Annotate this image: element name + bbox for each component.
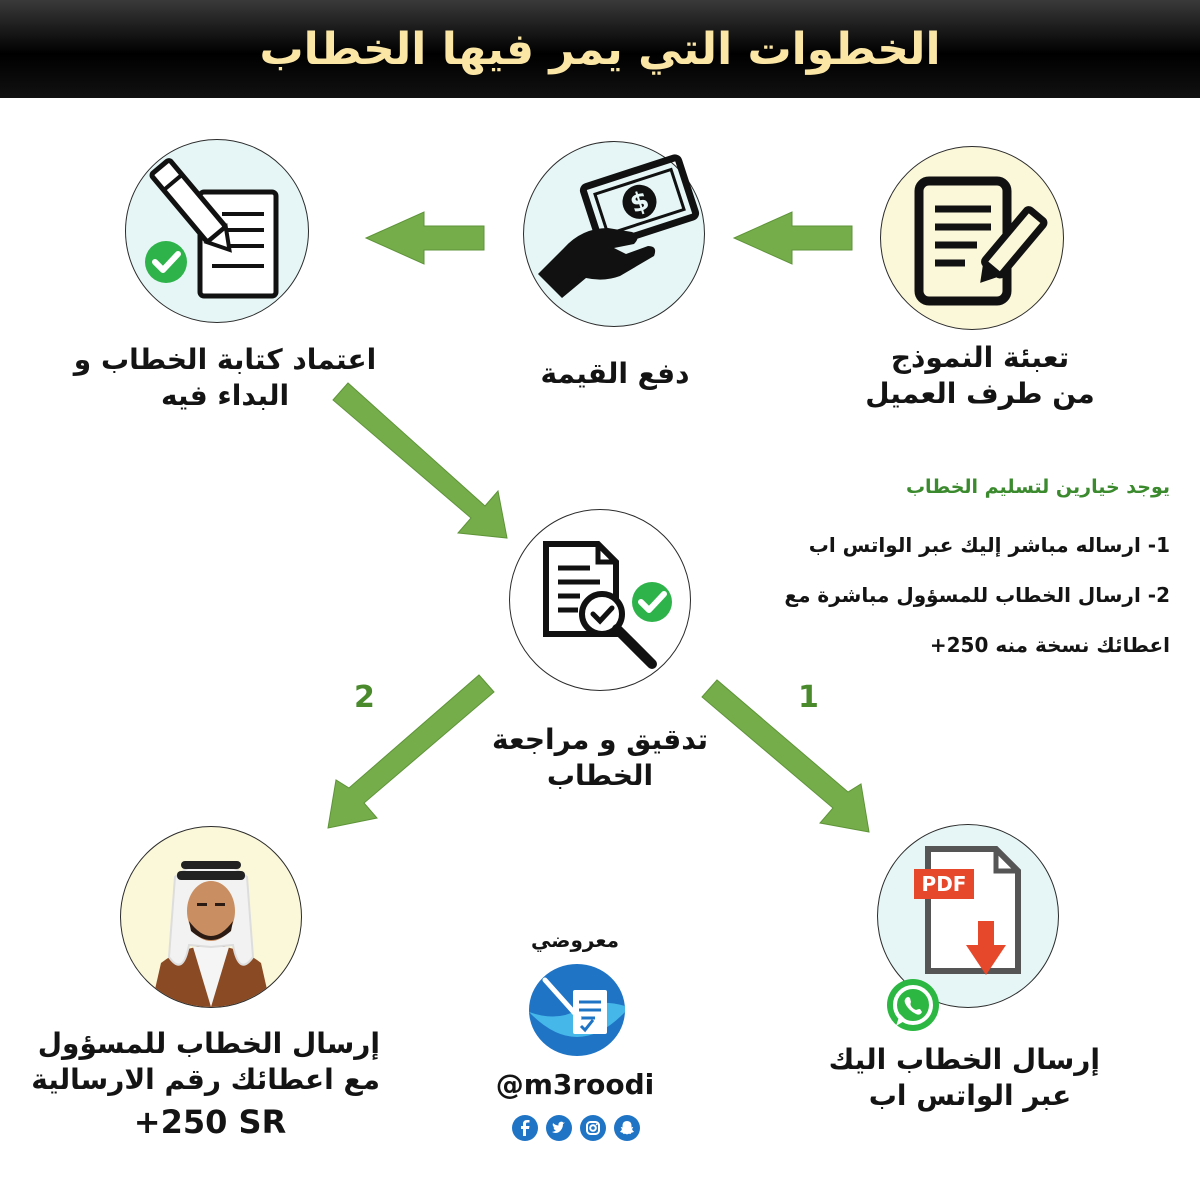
brand-name: معروضي bbox=[530, 928, 620, 952]
pay-label bbox=[520, 356, 710, 392]
approve-line1: اعتماد كتابة الخطاب و bbox=[73, 343, 377, 376]
branch-one-number: 1 bbox=[798, 680, 819, 715]
send-official-price: +250 SR bbox=[133, 1103, 287, 1141]
document-search-check-icon bbox=[510, 510, 690, 690]
send-official-line1: إرسال الخطاب للمسؤول bbox=[37, 1027, 380, 1060]
svg-text:$: $ bbox=[626, 185, 654, 220]
form-pen-icon bbox=[881, 147, 1063, 329]
snapchat-icon[interactable] bbox=[613, 1114, 641, 1142]
pay-line1: دفع القيمة bbox=[540, 357, 690, 390]
brand-logo-icon bbox=[527, 962, 627, 1058]
options-title: يوجد خيارين لتسليم الخطاب bbox=[905, 476, 1170, 498]
document-edit-check-icon bbox=[126, 140, 308, 322]
send-official-circle bbox=[120, 826, 302, 1008]
send-official-label bbox=[31, 1026, 380, 1146]
review-circle bbox=[509, 509, 691, 691]
review-line1: تدقيق و مراجعة bbox=[492, 723, 708, 756]
arrow-pay-to-approve bbox=[366, 212, 484, 264]
facebook-icon[interactable] bbox=[511, 1114, 539, 1142]
whatsapp-icon bbox=[884, 976, 942, 1034]
instagram-icon[interactable] bbox=[579, 1114, 607, 1142]
approve-label bbox=[70, 342, 380, 414]
pay-circle bbox=[523, 141, 705, 327]
branch-two-number: 2 bbox=[354, 680, 375, 715]
send-whatsapp-label bbox=[828, 1042, 1100, 1114]
fill-form-label bbox=[860, 340, 1100, 412]
send-whatsapp-line1: إرسال الخطاب اليك bbox=[828, 1043, 1100, 1076]
arrow-form-to-pay bbox=[734, 212, 852, 264]
delivery-options bbox=[750, 476, 1170, 670]
arrow-review-to-official bbox=[328, 675, 494, 828]
twitter-icon[interactable] bbox=[545, 1114, 573, 1142]
fill-form-circle bbox=[880, 146, 1064, 330]
approve-circle bbox=[125, 139, 309, 323]
svg-text:PDF: PDF bbox=[921, 872, 967, 896]
fill-form-line2: من طرف العميل bbox=[865, 377, 1095, 410]
option-two-continued: اعطائك نسخة منه 250+ bbox=[929, 633, 1170, 657]
hand-money-icon bbox=[524, 142, 704, 326]
saudi-man-avatar-icon bbox=[121, 827, 301, 1007]
approve-line2: البداء فيه bbox=[160, 379, 290, 412]
fill-form-line1: تعبئة النموذج bbox=[890, 341, 1070, 374]
send-whatsapp-line2: عبر الواتس اب bbox=[868, 1079, 1072, 1112]
option-two: 2- ارسال الخطاب للمسؤول مباشرة مع bbox=[784, 583, 1170, 607]
option-one: 1- ارساله مباشر إليك عبر الواتس اب bbox=[808, 533, 1170, 557]
review-line2: الخطاب bbox=[546, 759, 654, 792]
brand-handle: @m3roodi bbox=[495, 1068, 655, 1101]
send-official-line2: مع اعطائك رقم الارسالية bbox=[31, 1063, 380, 1096]
page-title: الخطوات التي يمر فيها الخطاب bbox=[259, 23, 941, 75]
arrow-review-to-whatsapp bbox=[702, 680, 869, 832]
review-label bbox=[490, 722, 710, 794]
